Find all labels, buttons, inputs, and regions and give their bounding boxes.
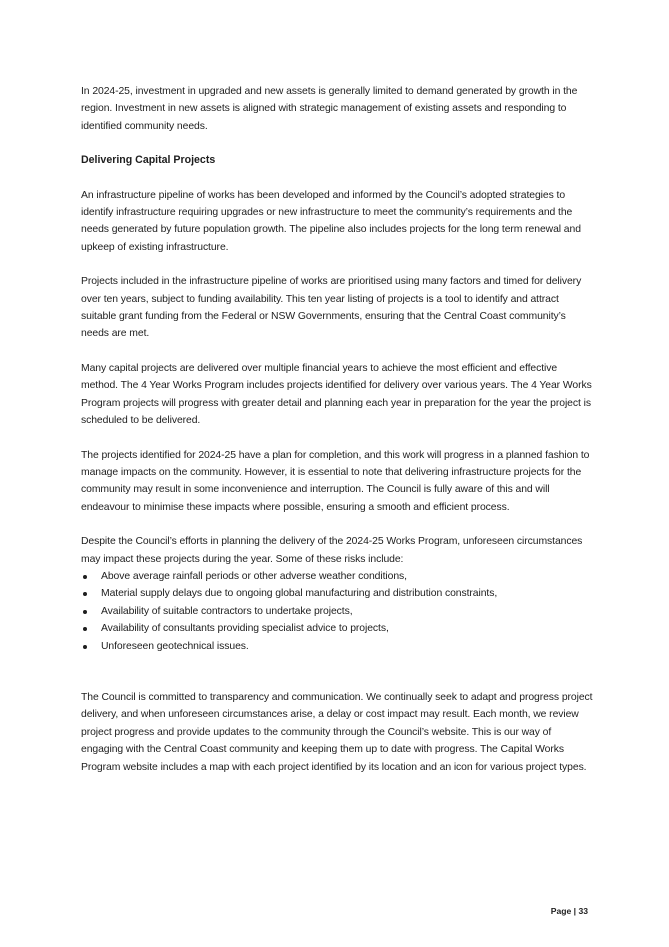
list-item-text: Unforeseen geotechnical issues. xyxy=(101,640,249,652)
list-item-text: Material supply delays due to ongoing global manufacturing and distribution constraints, xyxy=(101,588,498,600)
list-item xyxy=(81,568,594,585)
page-number: Page | 33 xyxy=(550,906,588,916)
section-heading: Delivering Capital Projects xyxy=(81,154,216,167)
list-item xyxy=(81,638,594,655)
risks-intro-paragraph: Despite the Council’s efforts in planning the delivery of the 2024-25 Works Program, unforeseen circumstances may impact these projects during the year. Some of these risks include: xyxy=(81,536,583,565)
list-item xyxy=(81,603,594,620)
list-item-text: Availability of suitable contractors to undertake projects, xyxy=(101,605,353,617)
bullet-icon xyxy=(83,610,87,614)
page-content xyxy=(81,83,594,793)
list-item-text: Availability of consultants providing specialist advice to projects, xyxy=(101,623,389,635)
multi-year-paragraph: Many capital projects are delivered over multiple financial years to achieve the most efficient and effective method. The 4 Year Works Program includes projects identified for delivery over various years. The 4 Year Works Program projects will progress with greater detail and planning each year in preparation for the year the project is scheduled to be delivered. xyxy=(81,362,592,427)
bullet-icon xyxy=(83,592,87,596)
completion-plan-paragraph: The projects identified for 2024-25 have a plan for completion, and this work will progress in a planned fashion to manage impacts on the community. However, it is essential to note that delivering infrastructure projects for the community may result in some inconvenience and interruption. The Council is fully aware of this and will endeavour to minimise these impacts where possible, ensuring a smooth and efficient process. xyxy=(81,449,590,513)
bullet-icon xyxy=(83,645,87,649)
intro-paragraph: In 2024-25, investment in upgraded and new assets is generally limited to demand generated by growth in the region. Investment in new assets is aligned with strategic management of existing assets and responding to identified community needs. xyxy=(81,86,578,132)
list-item xyxy=(81,585,594,602)
bullet-icon xyxy=(83,575,87,579)
prioritisation-paragraph: Projects included in the infrastructure pipeline of works are prioritised using many factors and timed for delivery over ten years, subject to funding availability. This ten year listing of projects is a tool to identify and attract suitable grant funding from the Federal or NSW Governments, ensuring that the Central Coast community’s needs are met. xyxy=(81,276,582,340)
list-item xyxy=(81,620,594,637)
bullet-icon xyxy=(83,627,87,631)
pipeline-paragraph: An infrastructure pipeline of works has been developed and informed by the Council’s adopted strategies to identify infrastructure requiring upgrades or new infrastructure to meet the community’s requirements and the needs generated by future population growth. The pipeline also includes projects for the long term renewal and upkeep of existing infrastructure. xyxy=(81,189,581,253)
risks-list xyxy=(81,568,594,655)
transparency-paragraph: The Council is committed to transparency and communication. We continually seek to adapt and progress project delivery, and when unforeseen circumstances arise, a delay or cost impact may result. Each month, we review project progress and provide updates to the community through the Council’s website. This is our way of engaging with the Central Coast community and keeping them up to date with progress. The Capital Works Program website includes a map with each project identified by its location and an icon for various project types. xyxy=(81,691,593,773)
list-item-text: Above average rainfall periods or other adverse weather conditions, xyxy=(101,570,407,582)
